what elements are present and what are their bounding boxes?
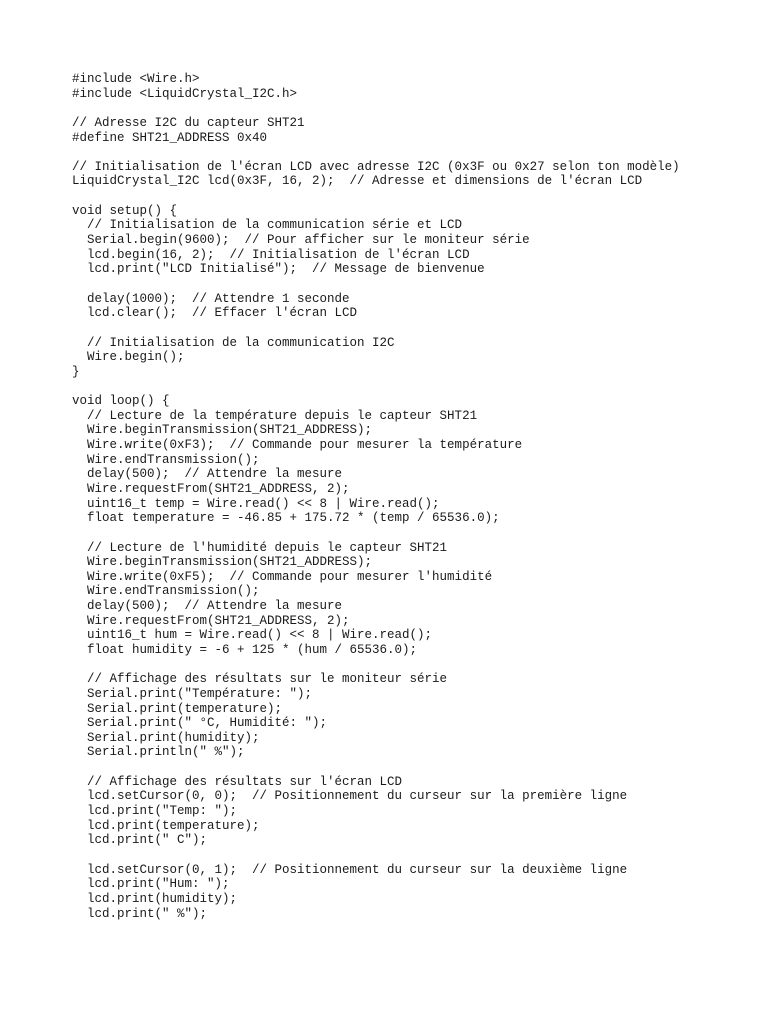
code-line: // Initialisation de la communication série et LCD [72,218,463,233]
code-line: Serial.print(temperature); [72,701,283,716]
code-line: Serial.print(humidity); [72,730,260,745]
code-line: lcd.print("LCD Initialisé"); // Message de bienvenue [72,262,485,277]
code-line: Serial.begin(9600); // Pour afficher sur le moniteur série [72,233,530,248]
code-line: lcd.print(" C"); [72,833,208,848]
code-line: Wire.endTransmission(); [72,584,260,599]
code-line: // Initialisation de l'écran LCD avec adresse I2C (0x3F ou 0x27 selon ton modèle) [72,159,680,174]
code-line: delay(1000); // Attendre 1 seconde [72,291,350,306]
code-line: Wire.endTransmission(); [72,452,260,467]
code-line: lcd.print("Hum: "); [72,877,230,892]
code-line: void setup() { [72,203,178,218]
code-line: float humidity = -6 + 125 * (hum / 65536.0); [72,642,418,657]
code-line: lcd.setCursor(0, 1); // Positionnement du curseur sur la deuxième ligne [72,862,628,877]
code-line: lcd.print(humidity); [72,891,238,906]
code-line: // Affichage des résultats sur le moniteur série [72,672,448,687]
code-line: lcd.setCursor(0, 0); // Positionnement du curseur sur la première ligne [72,789,628,804]
code-line: #include <LiquidCrystal_I2C.h> [72,86,298,101]
code-line: lcd.clear(); // Effacer l'écran LCD [72,306,358,321]
code-line: Wire.beginTransmission(SHT21_ADDRESS); [72,423,373,438]
code-line: // Lecture de la température depuis le capteur SHT21 [72,408,478,423]
code-line: Wire.beginTransmission(SHT21_ADDRESS); [72,555,373,570]
code-line: lcd.begin(16, 2); // Initialisation de l'écran LCD [72,247,470,262]
code-line: LiquidCrystal_I2C lcd(0x3F, 16, 2); // Adresse et dimensions de l'écran LCD [72,174,643,189]
code-line [72,658,732,673]
code-line [72,848,732,863]
code-line [72,760,732,775]
code-line: Serial.print("Température: "); [72,686,313,701]
code-line [72,189,732,204]
code-line: Serial.println(" %"); [72,745,245,760]
code-line [72,321,732,336]
code-line: uint16_t temp = Wire.read() << 8 | Wire.read(); [72,496,440,511]
code-line: Wire.write(0xF3); // Commande pour mesurer la température [72,438,523,453]
code-line: lcd.print("Temp: "); [72,804,238,819]
code-line: #include <Wire.h> [72,72,200,86]
code-line: lcd.print(" %"); [72,906,208,921]
code-line: uint16_t hum = Wire.read() << 8 | Wire.read(); [72,628,433,643]
code-line: float temperature = -46.85 + 175.72 * (temp / 65536.0); [72,511,500,526]
code-line: } [72,364,80,379]
code-line: Serial.print(" °C, Humidité: "); [72,716,328,731]
code-line: Wire.begin(); [72,350,185,365]
code-line [72,526,732,541]
code-line: lcd.print(temperature); [72,818,260,833]
code-line: Wire.requestFrom(SHT21_ADDRESS, 2); [72,481,350,496]
code-line: delay(500); // Attendre la mesure [72,599,343,614]
code-line [72,277,732,292]
code-line: // Adresse I2C du capteur SHT21 [72,115,305,130]
code-line: Wire.write(0xF5); // Commande pour mesurer l'humidité [72,569,493,584]
code-line: Wire.requestFrom(SHT21_ADDRESS, 2); [72,613,350,628]
code-line [72,379,732,394]
code-line: // Affichage des résultats sur l'écran LCD [72,774,403,789]
code-line: #define SHT21_ADDRESS 0x40 [72,130,268,145]
code-line: delay(500); // Attendre la mesure [72,467,343,482]
code-line: // Lecture de l'humidité depuis le capteur SHT21 [72,540,448,555]
code-line: // Initialisation de la communication I2C [72,335,395,350]
code-listing [72,72,732,921]
code-line: void loop() { [72,394,170,409]
code-line [72,145,732,160]
code-line [72,101,732,116]
